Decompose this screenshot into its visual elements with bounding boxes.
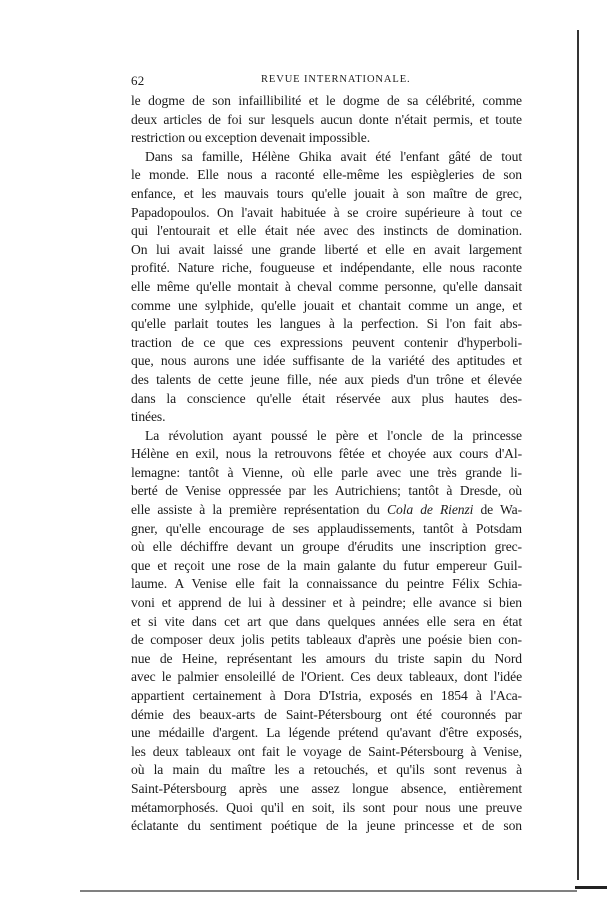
text-line: appartient certainement à Dora D'Istria, exposés en 1854 à l'Aca- — [131, 688, 522, 703]
running-title: REVUE INTERNATIONALE. — [261, 74, 411, 85]
text-line: de composer deux jolis petits tableaux d'après une poésie bien con- — [131, 632, 522, 648]
text-line: où la main du maître les a retouchés, et qu'ils sont revenus à — [131, 762, 522, 778]
text-line: le dogme de son infaillibilité et le dogme de sa célébrité, comme — [131, 93, 522, 108]
opera-title: Cola de Rienzi — [387, 502, 474, 518]
text-line: restriction ou exception devenait impossible. — [131, 130, 370, 146]
scan-edge-line — [577, 30, 579, 880]
text-line: dans la conscience qu'elle était réservée aux plus hautes des- — [131, 390, 522, 406]
text-line: traction de ce que ces expressions peuvent contenir d'hyperboli- — [131, 334, 522, 350]
text-segment: de Wa- — [473, 502, 523, 518]
text-line: des talents de cette jeune fille, née aux pieds d'un trône et élevée — [131, 371, 522, 387]
text-line: démie des beaux-arts de Saint-Pétersbourg ont été couronnés par — [131, 706, 522, 722]
text-line: et si vite dans cet art que dans quelques années elle sera en état — [131, 613, 522, 629]
text-line: qu'elle parlait toutes les langues à la perfection. Si l'on fait abs- — [131, 316, 522, 332]
page-header — [131, 73, 522, 89]
text-line: où elle déchiffre devant un groupe d'érudits une inscription grec- — [131, 539, 522, 555]
text-line: Papadopoulos. On l'avait habituée à se croire supérieure à tout ce — [131, 204, 522, 220]
text-line — [131, 501, 522, 520]
scan-corner-mark — [575, 886, 607, 889]
text-line: nue de Heine, représentant les amours du triste sapin du Nord — [131, 650, 522, 666]
text-line: que et reçoit une rose de la main galante du futur empereur Guil- — [131, 557, 522, 573]
text-line: tinées. — [131, 409, 166, 425]
text-line: gner, qu'elle encourage de ses applaudissements, tantôt à Potsdam — [131, 520, 522, 536]
text-line: profité. Nature riche, fougueuse et indépendante, elle nous raconte — [131, 260, 522, 276]
text-line: le monde. Elle nous a raconté elle-même les espiègleries de son — [131, 167, 522, 183]
text-line: qui l'entourait et elle était née avec des instincts de domination. — [131, 223, 522, 239]
text-line: elle même qu'elle montait à cheval comme personne, qu'elle dansait — [131, 278, 522, 294]
text-line: berté de Venise oppressée par les Autrichiens; tantôt à Dresde, où — [131, 483, 522, 499]
text-line: Hélène en exil, nous la retrouvons fêtée et choyée aux cours d'Al- — [131, 446, 522, 462]
paragraph-start-line: Dans sa famille, Hélène Ghika avait été l'enfant gâté de tout — [145, 148, 522, 164]
text-line: les deux tableaux ont fait le voyage de Saint-Pétersbourg à Venise, — [131, 743, 522, 759]
text-line: comme une sylphide, qu'elle jouait et chantait comme un ange, et — [131, 297, 522, 313]
text-line: On lui avait laissé une grande liberté et elle en avait largement — [131, 241, 522, 257]
text-segment: elle assiste à la première représentation du — [131, 502, 388, 518]
text-line: que, nous aurons une idée suffisante de la variété des aptitudes et — [131, 353, 522, 369]
body-text — [131, 92, 522, 836]
text-line: lemagne: tantôt à Vienne, où elle parle avec une très grande li- — [131, 464, 522, 480]
page-number: 62 — [131, 73, 145, 88]
text-line: avec le palmier ensoleillé de l'Orient. Ces deux tableaux, dont l'idée — [131, 669, 522, 685]
text-line: laume. A Venise elle fait la connaissance du peintre Félix Schia- — [131, 576, 522, 592]
text-line: métamorphosés. Quoi qu'il en soit, ils sont pour nous une preuve — [131, 799, 522, 815]
paragraph-start-line: La révolution ayant poussé le père et l'oncle de la princesse — [145, 427, 522, 443]
text-line: enfance, et les mauvais tours qu'elle jouait à son maître de grec, — [131, 185, 522, 201]
scan-bottom-edge — [80, 890, 577, 892]
text-line: Saint-Pétersbourg après une assez longue absence, entièrement — [131, 780, 522, 796]
text-line: deux articles de foi sur lesquels aucun donte n'était permis, et toute — [131, 111, 522, 127]
text-line: une médaille d'argent. La légende prétend qu'avant d'être exposés, — [131, 725, 522, 741]
text-line: éclatante du sentiment poétique de la jeune princesse et de son — [131, 818, 522, 834]
text-line: voni et apprend de lui à dessiner et à peindre; elle avance si bien — [131, 595, 522, 611]
